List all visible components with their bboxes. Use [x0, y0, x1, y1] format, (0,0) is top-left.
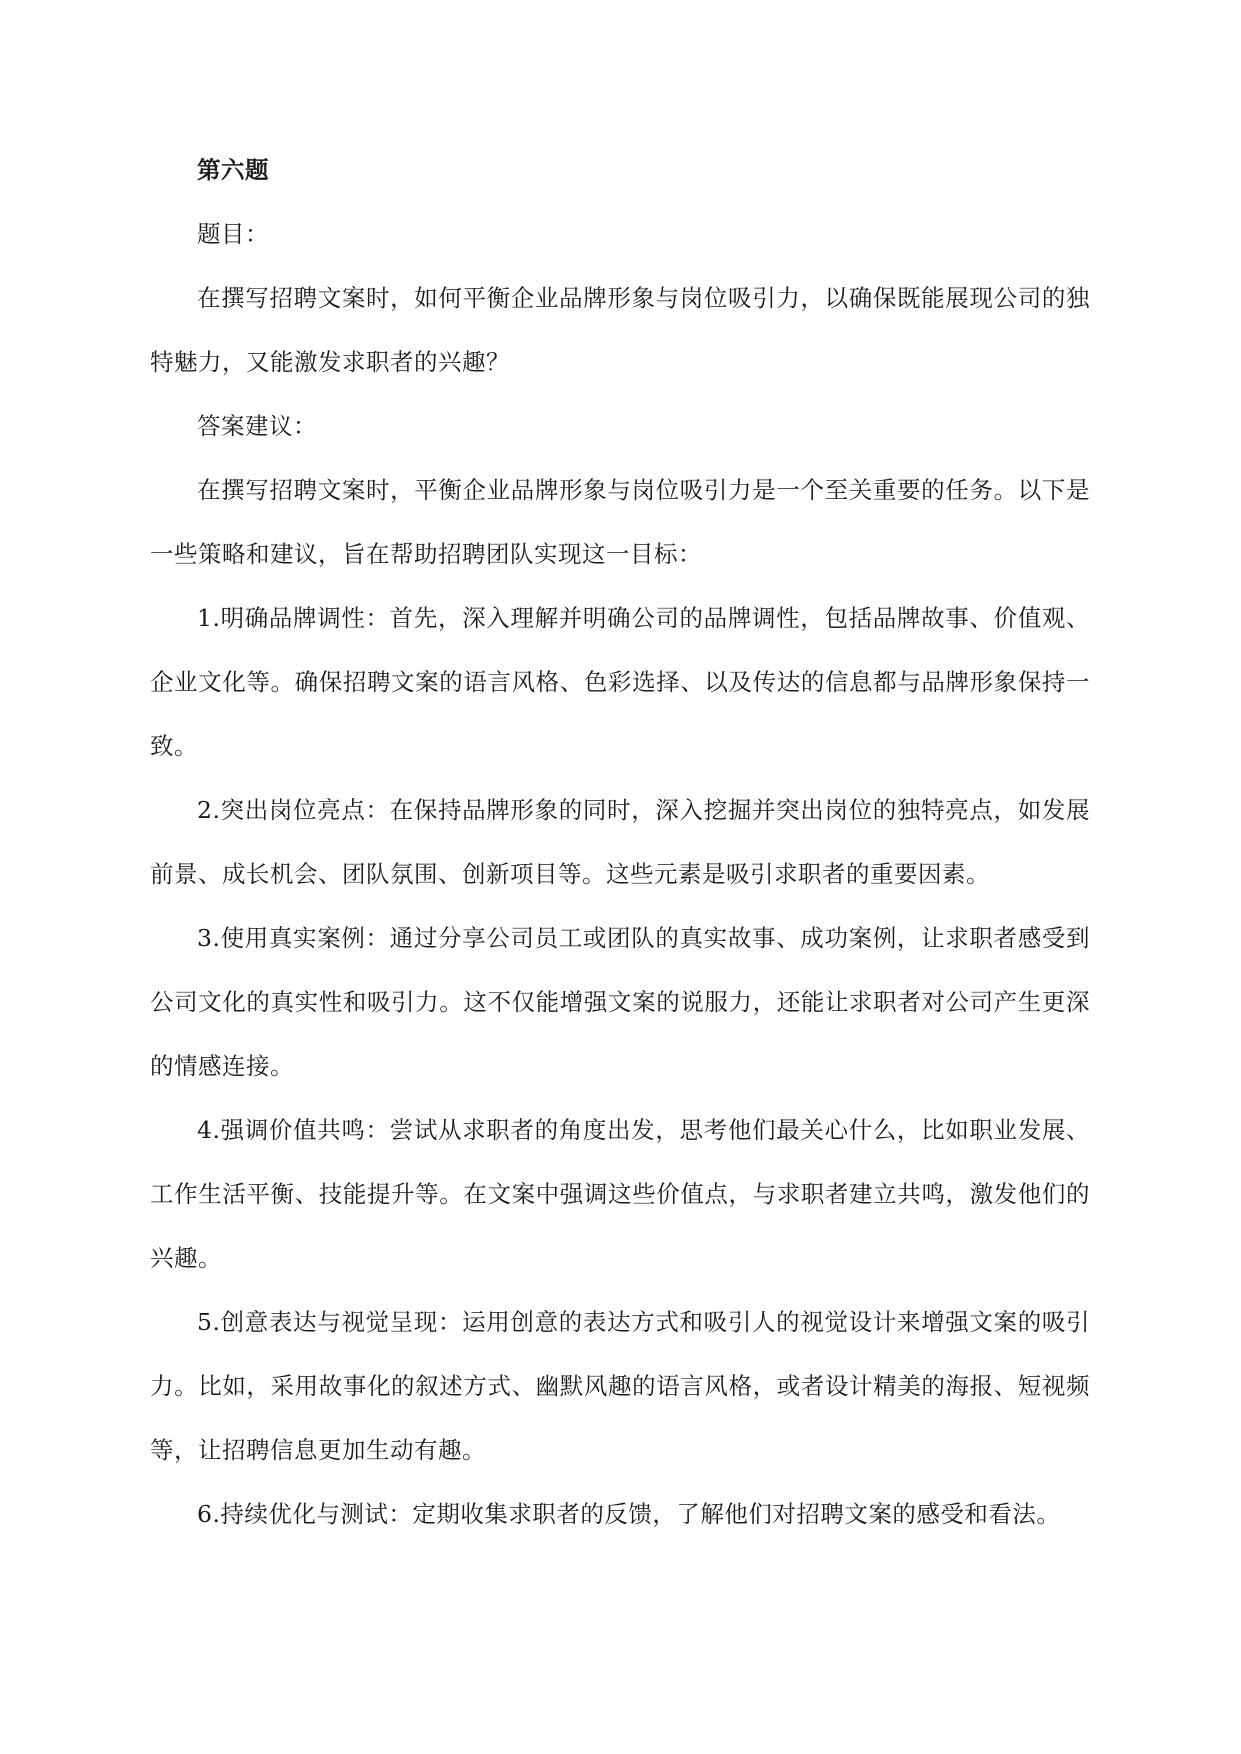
document-body: [150, 138, 1090, 1546]
section-heading: 第六题: [197, 156, 269, 184]
answer-intro: 在撰写招聘文案时，平衡企业品牌形象与岗位吸引力是一个至关重要的任务。以下是一些策略和建议，旨在帮助招聘团队实现这一目标：: [150, 476, 1090, 568]
answer-point-3: 3.使用真实案例：通过分享公司员工或团队的真实故事、成功案例，让求职者感受到公司文化的真实性和吸引力。这不仅能增强文案的说服力，还能让求职者对公司产生更深的情感连接。: [150, 924, 1090, 1080]
question-text: 在撰写招聘文案时，如何平衡企业品牌形象与岗位吸引力，以确保既能展现公司的独特魅力，又能激发求职者的兴趣？: [150, 284, 1090, 376]
answer-label: 答案建议：: [197, 412, 317, 440]
answer-point-6: 6.持续优化与测试：定期收集求职者的反馈，了解他们对招聘文案的感受和看法。: [197, 1500, 1061, 1528]
answer-point-2: 2.突出岗位亮点：在保持品牌形象的同时，深入挖掘并突出岗位的独特亮点，如发展前景、成长机会、团队氛围、创新项目等。这些元素是吸引求职者的重要因素。: [150, 796, 1090, 888]
answer-point-1: 1.明确品牌调性：首先，深入理解并明确公司的品牌调性，包括品牌故事、价值观、企业文化等。确保招聘文案的语言风格、色彩选择、以及传达的信息都与品牌形象保持一致。: [150, 604, 1090, 760]
answer-point-5: 5.创意表达与视觉呈现：运用创意的表达方式和吸引人的视觉设计来增强文案的吸引力。比如，采用故事化的叙述方式、幽默风趣的语言风格，或者设计精美的海报、短视频等，让招聘信息更加生动有趣。: [150, 1308, 1090, 1464]
question-label: 题目：: [197, 220, 269, 248]
answer-point-4: 4.强调价值共鸣：尝试从求职者的角度出发，思考他们最关心什么，比如职业发展、工作生活平衡、技能提升等。在文案中强调这些价值点，与求职者建立共鸣，激发他们的兴趣。: [150, 1116, 1090, 1272]
